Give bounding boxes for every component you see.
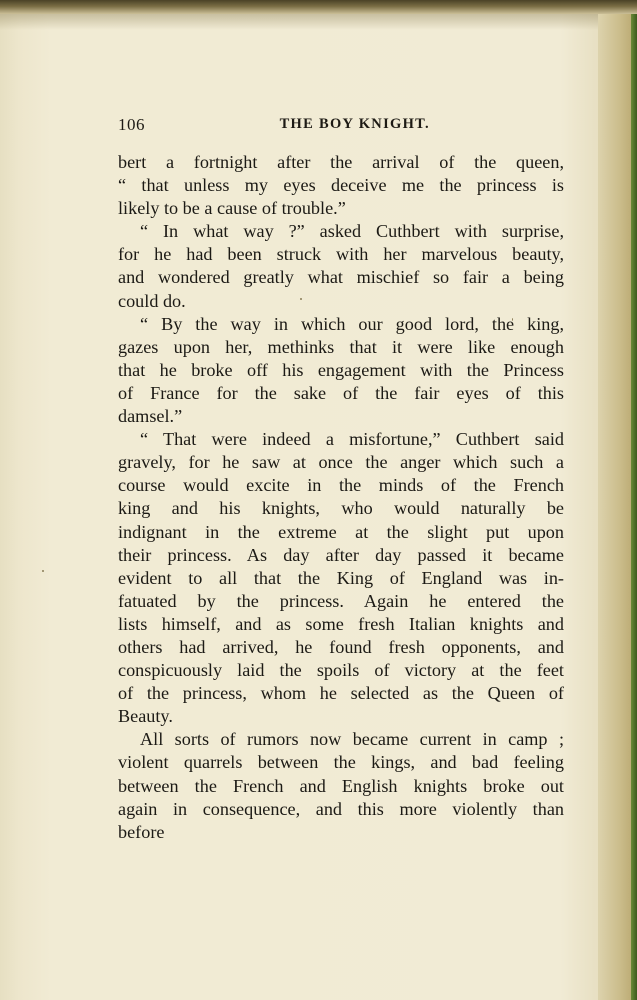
page-number: 106 bbox=[118, 115, 145, 134]
text-line: and wondered greatly what mischief so fair a being bbox=[118, 267, 564, 288]
text-line: again in consequence, and this more violently than bbox=[118, 798, 564, 819]
text-line: that he broke off his engagement with the Princess bbox=[118, 359, 564, 380]
top-edge-shadow bbox=[0, 14, 637, 30]
text-line: bert a fortnight after the arrival of the queen, bbox=[118, 152, 564, 172]
text-line: between the French and English knights broke out bbox=[118, 775, 564, 796]
text-line: violent quarrels between the kings, and bad feeling bbox=[118, 752, 564, 773]
text-line: before bbox=[118, 821, 165, 842]
text-line: of the princess, whom he selected as the Queen of bbox=[118, 683, 564, 704]
text-line: “ By the way in which our good lord, the king, bbox=[140, 313, 564, 334]
text-line: gravely, for he saw at once the anger which such a bbox=[118, 452, 564, 473]
book-cover-edge bbox=[631, 14, 637, 1000]
text-line: king and his knights, who would naturally be bbox=[118, 498, 564, 519]
text-line: of France for the sake of the fair eyes of this bbox=[118, 382, 564, 403]
body-text bbox=[118, 151, 564, 844]
text-line: course would excite in the minds of the French bbox=[118, 475, 564, 496]
text-line: others had arrived, he found fresh opponents, and bbox=[118, 636, 564, 657]
text-line: indignant in the extreme at the slight put upon bbox=[118, 521, 564, 542]
text-line: evident to all that the King of England was in- bbox=[118, 567, 564, 588]
text-line: likely to be a cause of trouble.” bbox=[118, 198, 346, 219]
text-line: “ that unless my eyes deceive me the princess is bbox=[118, 175, 564, 196]
text-line: could do. bbox=[118, 290, 186, 311]
text-line: “ That were indeed a misfortune,” Cuthbert said bbox=[140, 429, 564, 450]
text-line: All sorts of rumors now became current in camp ; bbox=[140, 729, 564, 750]
running-title: THE BOY KNIGHT. bbox=[279, 116, 430, 132]
page-header bbox=[118, 115, 430, 137]
text-line: “ In what way ?” asked Cuthbert with surprise, bbox=[140, 221, 564, 242]
text-line: their princess. As day after day passed it became bbox=[118, 544, 564, 565]
text-line: gazes upon her, methinks that it were like enough bbox=[118, 336, 564, 357]
paper-speck bbox=[42, 570, 44, 572]
text-line: fatuated by the princess. Again he entered the bbox=[118, 590, 564, 611]
text-line: lists himself, and as some fresh Italian knights and bbox=[118, 613, 564, 634]
binding-gutter bbox=[598, 14, 637, 1000]
text-line: conspicuously laid the spoils of victory at the feet bbox=[118, 660, 564, 681]
text-line: Beauty. bbox=[118, 706, 173, 727]
text-line: damsel.” bbox=[118, 406, 183, 427]
top-page-edge bbox=[0, 0, 637, 14]
text-line: for he had been struck with her marvelous beauty, bbox=[118, 244, 564, 265]
